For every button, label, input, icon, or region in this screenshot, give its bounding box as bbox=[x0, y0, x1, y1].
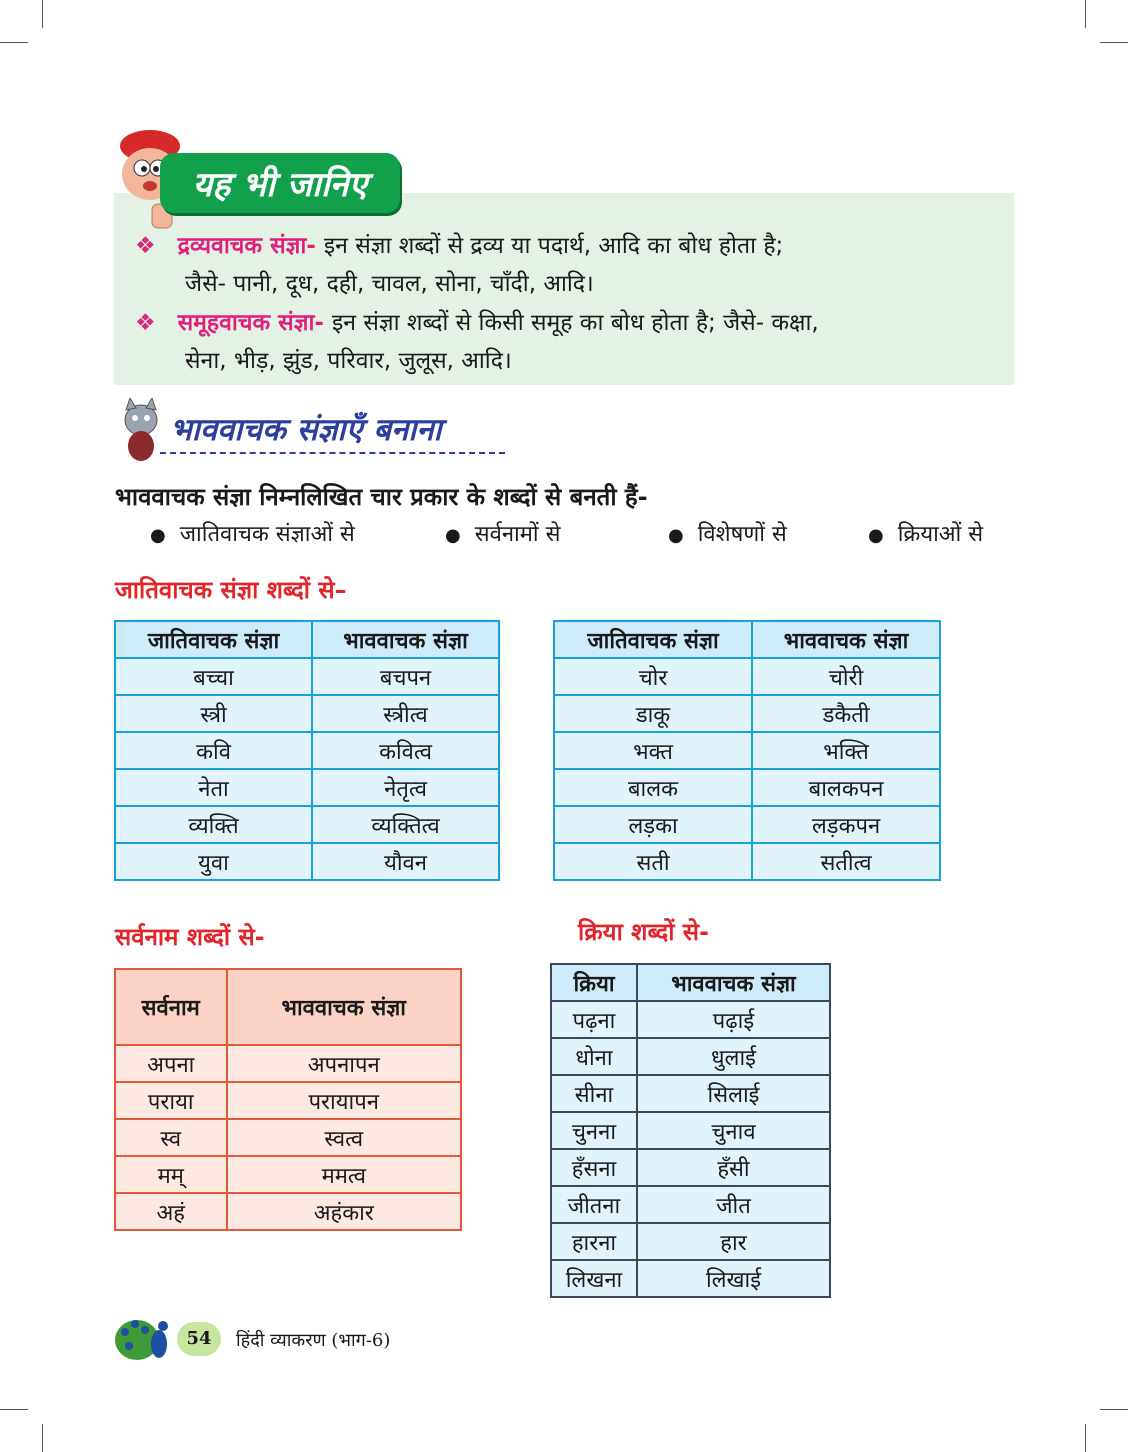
bullet-icon: ● bbox=[150, 525, 166, 546]
table-row bbox=[551, 1149, 830, 1186]
table-cell: चुनाव bbox=[637, 1112, 830, 1149]
crop-mark bbox=[0, 1409, 28, 1410]
table-cell: पराया bbox=[115, 1082, 227, 1119]
table-cell: स्त्री bbox=[115, 695, 312, 732]
crop-mark bbox=[42, 0, 43, 28]
table-cell: यौवन bbox=[312, 843, 499, 880]
table-cell: पढ़ना bbox=[551, 1001, 637, 1038]
crop-mark bbox=[0, 42, 28, 43]
table-row bbox=[551, 1186, 830, 1223]
table-row bbox=[551, 1038, 830, 1075]
table-header: जातिवाचक संज्ञा bbox=[115, 621, 312, 658]
table-cell: डाकू bbox=[554, 695, 752, 732]
table-cell: जीत bbox=[637, 1186, 830, 1223]
table-cell: चोर bbox=[554, 658, 752, 695]
table-cell: लिखना bbox=[551, 1260, 637, 1297]
jati-table-1 bbox=[114, 620, 500, 881]
table-cell: हँसी bbox=[637, 1149, 830, 1186]
type-item: ● जातिवाचक संज्ञाओं से bbox=[150, 522, 355, 547]
know-item-text: इन संज्ञा शब्दों से द्रव्य या पदार्थ, आदि का बोध होता है; bbox=[323, 233, 784, 259]
diamond-bullet-icon: ❖ bbox=[135, 233, 156, 259]
table-row bbox=[115, 806, 499, 843]
bullet-icon: ● bbox=[668, 525, 684, 546]
table-row bbox=[551, 1260, 830, 1297]
table-header: भाववाचक संज्ञा bbox=[752, 621, 940, 658]
table-header: सर्वनाम bbox=[115, 969, 227, 1045]
table-row bbox=[554, 658, 940, 695]
table-row bbox=[554, 695, 940, 732]
kriya-table bbox=[550, 963, 831, 1298]
crop-mark bbox=[1085, 1424, 1086, 1452]
table-cell: अपनापन bbox=[227, 1045, 462, 1082]
table-cell: जीतना bbox=[551, 1186, 637, 1223]
table-cell: हँसना bbox=[551, 1149, 637, 1186]
table-header: जातिवाचक संज्ञा bbox=[554, 621, 752, 658]
table-row bbox=[115, 658, 499, 695]
table-cell: सतीत्व bbox=[752, 843, 940, 880]
sarvanam-table bbox=[114, 968, 462, 1231]
heading-underline bbox=[160, 452, 505, 454]
table-row bbox=[551, 1001, 830, 1038]
table-cell: नेतृत्व bbox=[312, 769, 499, 806]
table-cell: हार bbox=[637, 1223, 830, 1260]
type-item: ● विशेषणों से bbox=[668, 522, 787, 547]
table-cell: स्वत्व bbox=[227, 1119, 462, 1156]
book-title: हिंदी व्याकरण (भाग-6) bbox=[236, 1330, 391, 1351]
crop-mark bbox=[1100, 42, 1128, 43]
know-item-term: समूहवाचक संज्ञा- bbox=[177, 310, 324, 336]
sarvanam-title: सर्वनाम शब्दों से- bbox=[115, 923, 265, 951]
table-row bbox=[554, 843, 940, 880]
table-cell: मम् bbox=[115, 1156, 227, 1193]
section-intro: भाववाचक संज्ञा निम्नलिखित चार प्रकार के शब्दों से बनती हैं- bbox=[115, 483, 648, 511]
table-row bbox=[115, 1082, 461, 1119]
diamond-bullet-icon: ❖ bbox=[135, 310, 156, 336]
know-item-samooh bbox=[135, 303, 1005, 343]
table-row bbox=[551, 1112, 830, 1149]
table-cell: स्त्रीत्व bbox=[312, 695, 499, 732]
table-cell: बालक bbox=[554, 769, 752, 806]
table-row bbox=[551, 1223, 830, 1260]
table-header: भाववाचक संज्ञा bbox=[312, 621, 499, 658]
table-cell: भक्ति bbox=[752, 732, 940, 769]
table-cell: बचपन bbox=[312, 658, 499, 695]
table-cell: व्यक्ति bbox=[115, 806, 312, 843]
table-cell: सती bbox=[554, 843, 752, 880]
know-item-term: द्रव्यवाचक संज्ञा- bbox=[177, 233, 316, 259]
table-row bbox=[115, 1193, 461, 1230]
section-heading: भाववाचक संज्ञाएँ बनाना bbox=[170, 412, 442, 448]
table-cell: चुनना bbox=[551, 1112, 637, 1149]
table-row bbox=[551, 1075, 830, 1112]
cartoon-cat-icon bbox=[116, 398, 166, 464]
bullet-icon: ● bbox=[445, 525, 461, 546]
table-cell: अपना bbox=[115, 1045, 227, 1082]
table-cell: बच्चा bbox=[115, 658, 312, 695]
table-cell: बालकपन bbox=[752, 769, 940, 806]
type-item: ● क्रियाओं से bbox=[868, 522, 984, 547]
table-cell: डकैती bbox=[752, 695, 940, 732]
table-cell: चोरी bbox=[752, 658, 940, 695]
table-row bbox=[115, 695, 499, 732]
kriya-title: क्रिया शब्दों से- bbox=[578, 918, 709, 946]
bullet-icon: ● bbox=[868, 525, 884, 546]
table-header: क्रिया bbox=[551, 964, 637, 1001]
table-cell: अहं bbox=[115, 1193, 227, 1230]
table-cell: लड़का bbox=[554, 806, 752, 843]
crop-mark bbox=[1085, 0, 1086, 28]
table-row bbox=[554, 732, 940, 769]
jati-table-2 bbox=[553, 620, 941, 881]
table-row bbox=[115, 769, 499, 806]
table-cell: नेता bbox=[115, 769, 312, 806]
table-row bbox=[115, 1045, 461, 1082]
table-cell: हारना bbox=[551, 1223, 637, 1260]
table-cell: धुलाई bbox=[637, 1038, 830, 1075]
know-item-text: इन संज्ञा शब्दों से किसी समूह का बोध होता है; जैसे- कक्षा, bbox=[331, 310, 819, 336]
table-cell: अहंकार bbox=[227, 1193, 462, 1230]
know-item-samooh-line2 bbox=[185, 341, 985, 381]
page-number: 54 bbox=[177, 1322, 221, 1356]
table-header: भाववाचक संज्ञा bbox=[227, 969, 462, 1045]
table-cell: कवित्व bbox=[312, 732, 499, 769]
type-item: ● सर्वनामों से bbox=[445, 522, 561, 547]
know-item-text-2: जैसे- पानी, दूध, दही, चावल, सोना, चाँदी, आदि। bbox=[185, 271, 594, 297]
table-cell: कवि bbox=[115, 732, 312, 769]
table-cell: भक्त bbox=[554, 732, 752, 769]
table-row bbox=[115, 1119, 461, 1156]
table-cell: सिलाई bbox=[637, 1075, 830, 1112]
table-cell: ममत्व bbox=[227, 1156, 462, 1193]
table-cell: परायापन bbox=[227, 1082, 462, 1119]
table-cell: लड़कपन bbox=[752, 806, 940, 843]
know-item-text-2: सेना, भीड़, झुंड, परिवार, जुलूस, आदि। bbox=[185, 348, 512, 374]
table-cell: पढ़ाई bbox=[637, 1001, 830, 1038]
crop-mark bbox=[42, 1424, 43, 1452]
table-cell: धोना bbox=[551, 1038, 637, 1075]
table-cell: स्व bbox=[115, 1119, 227, 1156]
table-cell: लिखाई bbox=[637, 1260, 830, 1297]
table-row bbox=[115, 732, 499, 769]
crop-mark bbox=[1100, 1409, 1128, 1410]
table-cell: सीना bbox=[551, 1075, 637, 1112]
table-header: भाववाचक संज्ञा bbox=[637, 964, 830, 1001]
table-row bbox=[554, 806, 940, 843]
know-this-tag: यह भी जानिए bbox=[160, 153, 400, 213]
table-cell: व्यक्तित्व bbox=[312, 806, 499, 843]
table-row bbox=[554, 769, 940, 806]
table-row bbox=[115, 843, 499, 880]
know-item-dravya bbox=[135, 226, 1005, 266]
table-cell: युवा bbox=[115, 843, 312, 880]
peacock-icon bbox=[115, 1310, 177, 1366]
know-item-dravya-line2 bbox=[185, 264, 985, 304]
jati-title: जातिवाचक संज्ञा शब्दों से– bbox=[115, 576, 347, 604]
table-row bbox=[115, 1156, 461, 1193]
